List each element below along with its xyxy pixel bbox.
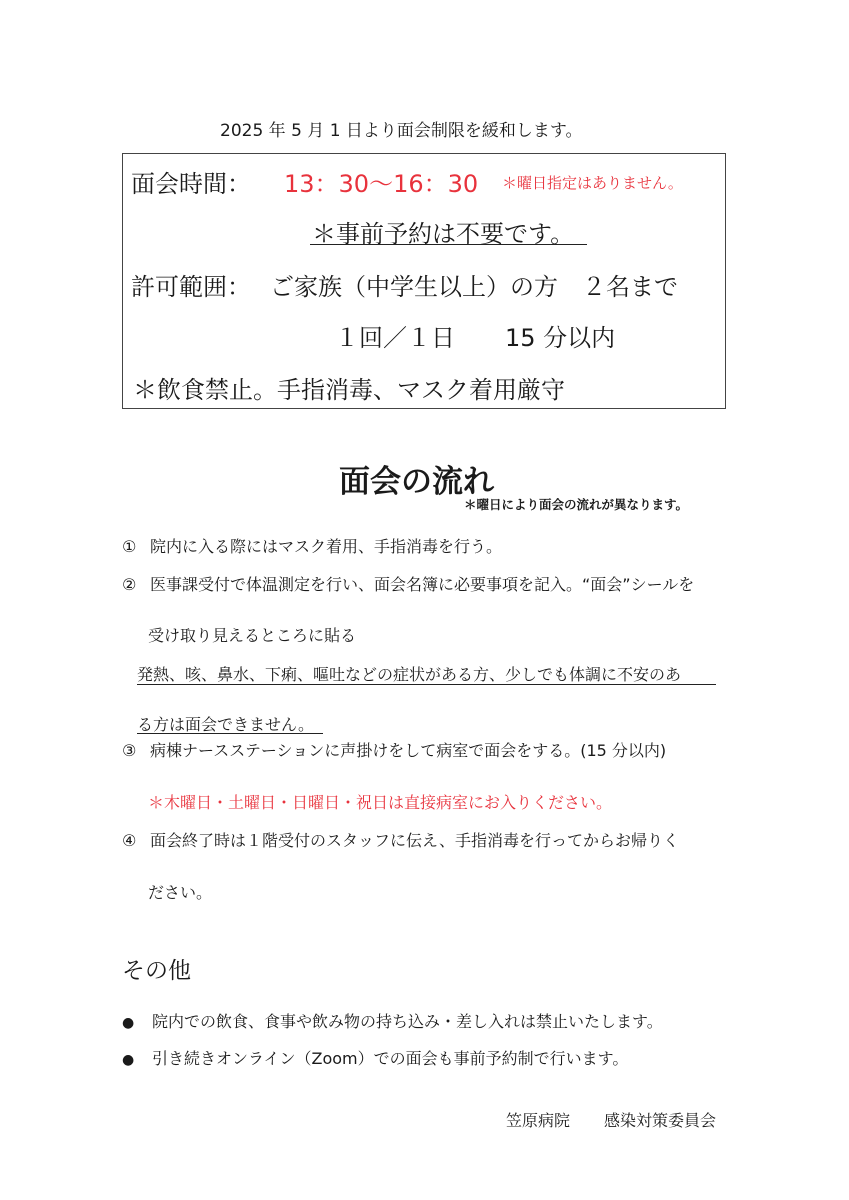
warning-line-2: る方は面会できません。 [137,715,314,734]
warning-line-1: 発熱、咳、鼻水、下痢、嘔吐などの症状がある方、少しでも体調に不安のあ [137,665,682,684]
step-3-text: 病棟ナースステーションに声掛けをして病室で面会をする。(15 分以内) [150,741,667,760]
step-3-number: ③ [122,741,137,760]
flow-note: ＊曜日により面会の流れが異なります。 [464,497,689,512]
step-4 [122,828,679,851]
step-2 [122,572,694,595]
reservation-underline [310,244,587,245]
step-4-number: ④ [122,831,137,850]
scope-label: 許可範囲： [131,273,251,301]
step-4-text: 面会終了時は１階受付のスタッフに伝え、手指消毒を行ってからお帰りく [150,831,679,850]
other-item-1-text: 院内での飲食、食事や飲み物の持ち込み・差し入れは禁止いたします。 [152,1012,663,1031]
relaxation-notice: 2025 年 5 月 1 日より面会制限を緩和します。 [220,121,583,141]
signature [506,1108,716,1131]
other-title: その他 [122,958,191,984]
hospital-name: 笠原病院 [506,1111,571,1130]
step-3 [122,738,666,761]
step-1 [122,534,502,557]
other-item-2 [122,1046,628,1069]
hours-value: 13：30〜16：30 [284,170,479,198]
hours-label: 面会時間： [131,170,251,198]
rules-note: ＊飲食禁止。手指消毒、マスク着用厳守 [133,376,565,404]
other-item-2-text: 引き続きオンライン（Zoom）での面会も事前予約制で行います。 [152,1049,629,1068]
flow-title: 面会の流れ [339,464,494,500]
bullet-icon: ● [122,1052,135,1068]
warning-underline-2 [137,733,323,734]
hours-note: ＊曜日指定はありません。 [502,174,683,192]
step-2-continuation: 受け取り見えるところに貼る [148,626,357,645]
step-2-text: 医事課受付で体温測定を行い、面会名簿に必要事項を記入。“面会”シールを [150,575,695,594]
other-item-1 [122,1009,663,1032]
bullet-icon: ● [122,1015,135,1031]
frequency: １回／１日 [335,324,455,352]
step-1-number: ① [122,537,137,556]
committee-name: 感染対策委員会 [604,1111,717,1130]
step-2-number: ② [122,575,137,594]
duration: 15 分以内 [505,324,616,352]
day-specific-note: ＊木曜日・土曜日・日曜日・祝日は直接病室にお入りください。 [148,793,613,812]
step-4-continuation: ださい。 [148,883,213,902]
step-1-text: 院内に入る際にはマスク着用、手指消毒を行う。 [150,537,503,556]
scope-value: ご家族（中学生以上）の方 ２名まで [270,273,678,301]
warning-underline-1 [137,684,716,685]
reservation-note: ＊事前予約は不要です。 [312,220,575,248]
